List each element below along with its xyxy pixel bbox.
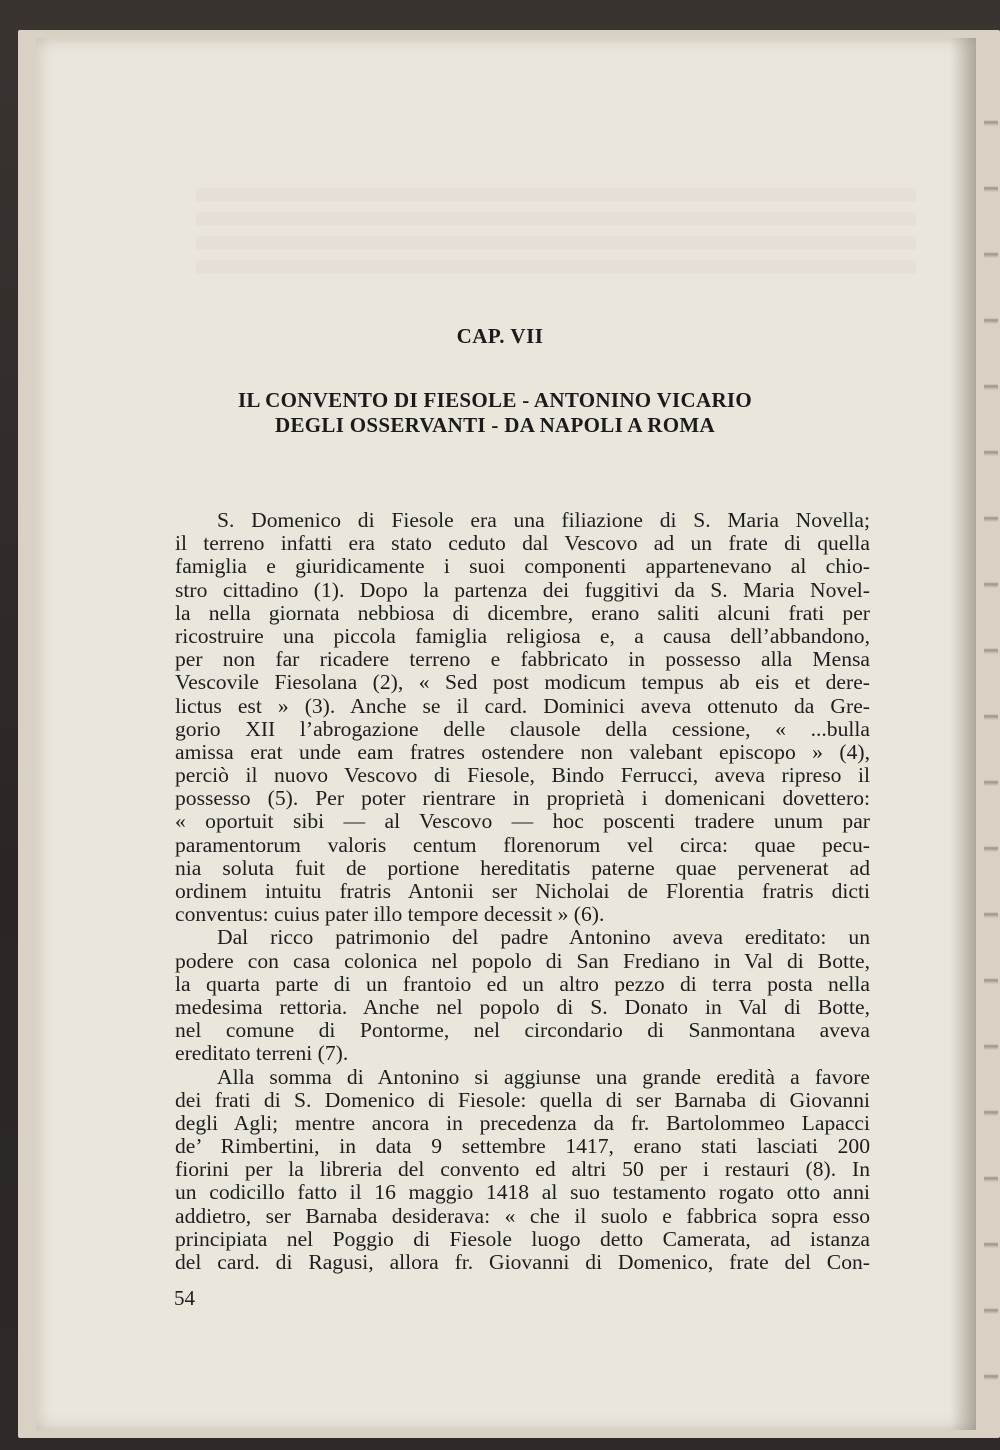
text-line: la nella giornata nebbiosa di dicembre, erano saliti alcuni frati per [175,601,870,625]
text-line: ordinem intuitu fratris Antonii ser Nicholai de Florentia fratris dicti [175,880,870,903]
text-line: addietro, ser Barnaba desiderava: « che il suolo e fabbrica sopra esso [175,1204,870,1228]
text-line: per non far ricadere terreno e fabbricato in possesso alla Mensa [175,648,870,672]
text-line: ricostruire una piccola famiglia religiosa e, a causa dell’abbandono, [175,624,870,648]
text-line: lictus est » (3). Anche se il card. Dominici aveva ottenuto da Gre- [175,694,870,718]
text-line: degli Agli; mentre ancora in precedenza da fr. Bartolommeo Lapacci [175,1111,870,1135]
text-line: possesso (5). Per poter rientrare in proprietà i domenicani dovettero: [175,787,870,811]
right-page-edge [984,60,998,1420]
text-line: dei frati di S. Domenico di Fiesole: quella di ser Barnaba di Giovanni [175,1088,870,1112]
text-line: gorio XII l’abrogazione delle clausole della cessione, « ...bulla [175,717,870,741]
text-line: un codicillo fatto il 16 maggio 1418 al suo testamento rogato otto anni [175,1181,870,1205]
text-line: nia soluta fuit de portione hereditatis paterne quae pervenerat ad [175,856,870,880]
page-number: 54 [174,1286,195,1310]
text-line: del card. di Ragusi, allora fr. Giovanni di Domenico, frate del Con- [175,1251,870,1274]
text-line: famiglia e giuridicamente i suoi componenti appartenevano al chio- [175,555,870,579]
text-line: Dal ricco patrimonio del padre Antonino aveva ereditato: un [217,926,870,950]
text-line: podere con casa colonica nel popolo di San Frediano in Val di Botte, [175,949,870,973]
text-line: de’ Rimbertini, in data 9 settembre 1417, erano stati lasciati 200 [175,1135,870,1159]
text-line: « oportuit sibi — al Vescovo — hoc poscenti tradere unum par [175,810,870,834]
show-through-text [196,188,916,278]
chapter-heading: CAP. VII [456,324,544,348]
text-line: conventus: cuius pater illo tempore decessit » (6). [175,903,605,927]
chapter-title-line: DEGLI OSSERVANTI - DA NAPOLI A ROMA [275,413,715,437]
text-line: amissa erat unde eam fratres ostendere non valebant episcopo » (4), [175,740,870,764]
text-line: perciò il nuovo Vescovo di Fiesole, Bindo Ferrucci, aveva ripreso il [175,764,870,788]
text-line: Vescovile Fiesolana (2), « Sed post modicum tempus ab eis et dere- [175,671,870,695]
text-line: medesima rettoria. Anche nel popolo di S. Donato in Val di Botte, [175,995,870,1019]
chapter-title [150,388,840,438]
text-line: ereditato terreni (7). [175,1042,349,1066]
text-line: fiorini per la libreria del convento ed altri 50 per i restauri (8). In [175,1158,870,1182]
text-line: Alla somma di Antonino si aggiunse una grande eredità a favore [217,1065,870,1089]
text-line: stro cittadino (1). Dopo la partenza dei fuggitivi da S. Maria Novel- [175,578,870,602]
text-line: principiata nel Poggio di Fiesole luogo detto Camerata, ad istanza [175,1227,870,1251]
text-line: S. Domenico di Fiesole era una filiazione di S. Maria Novella; [217,509,870,532]
spine-shadow [950,38,976,1430]
text-line: il terreno infatti era stato ceduto dal Vescovo ad un frate di quella [175,532,870,556]
chapter-title-line: IL CONVENTO DI FIESOLE - ANTONINO VICARIO [237,388,753,412]
body-text [175,509,870,1274]
text-line: la quarta parte di un frantoio ed un altro pezzo di terra posta nella [175,972,870,996]
text-line: paramentorum valoris centum florenorum vel circa: quae pecu- [175,833,870,857]
text-line: nel comune di Pontorme, nel circondario di Sanmontana aveva [175,1019,870,1043]
